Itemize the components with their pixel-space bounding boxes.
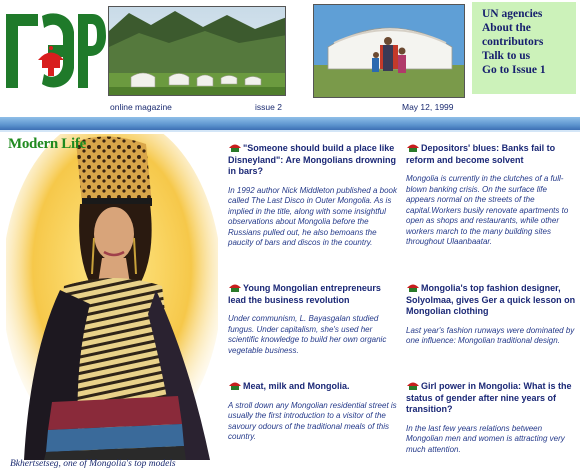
article-summary: In the last few years relations between Mongolian men and women is attracting very much attention. [406,423,565,454]
ger-bullet-icon [406,380,420,390]
nav-link-issue-1[interactable]: Go to Issue 1 [482,64,546,76]
fashion-model-photo[interactable] [6,134,218,460]
ger-bullet-icon [406,282,420,292]
section-title-modern-life: Modern Life [8,136,86,152]
nav-link-un-agencies[interactable]: UN agencies [482,8,543,20]
ger-logo[interactable] [2,2,106,94]
ger-family-photo [313,4,465,98]
article-headline-link[interactable]: "Someone should build a place like Disneyland": Are Mongolians drowning in bars? [228,143,396,176]
article-summary: A stroll down any Mongolian residential street is usually the first introduction to a visitor of the savoury odours of the traditional meals of this country. [228,400,397,441]
article-summary: Under communism, L. Bayasgalan studied fungus. Under capitalism, she's used her scientific knowledge to build her own organic vegetable business. [228,314,387,355]
issue-number-label: issue 2 [255,102,282,112]
article-headline-link[interactable]: Girl power in Mongolia: What is the status of gender after nine years of transition? [406,381,572,414]
article-summary: Mongolia is currently in the clutches of a full-blown banking crisis. On the surface life appears normal on the streets of the capital.Workers busily renovate apartments to open as shops and restaurants, while other workers march to the many building sites throughout Ulaanbaatar. [406,174,569,246]
ger-bullet-icon [228,380,242,390]
article-headline-link[interactable]: Mongolia's top fashion designer, Solyolmaa, gives Ger a quick lesson on Mongolian clothing [406,283,576,316]
article-entrepreneurs [228,282,400,356]
article-fashion [406,282,578,347]
nav-link-talk-to-us[interactable]: Talk to us [482,50,531,62]
yurt-camp-photo [108,6,286,96]
article-headline-link[interactable]: Meat, milk and Mongolia. [243,381,350,391]
ger-bullet-icon [228,282,242,292]
nav-link-contributors[interactable]: contributors [482,36,544,48]
photo-caption: Bkhertsetseg, one of Mongolia's top models [10,459,176,469]
top-navigation [472,2,576,94]
article-headline-link[interactable]: Depositors' blues: Banks fail to reform and become solvent [406,143,556,165]
magazine-type-label: online magazine [110,102,172,112]
article-summary: In 1992 author Nick Middleton published a book called The Last Disco in Outer Mongolia. As is implied in the title, along with some insightful observations about Mongolia before the Russians pulled out, he also bemoans the paucity of bars and discos in the country. [228,185,397,247]
article-banks [406,142,578,248]
ger-bullet-icon [228,142,242,152]
article-gender [406,380,578,455]
article-headline-link[interactable]: Young Mongolian entrepreneurs lead the business revolution [228,283,381,305]
article-summary: Last year's fashion runways were dominated by one influence: Mongolian traditional design. [406,325,575,345]
article-meat-milk [228,380,400,443]
ger-bullet-icon [406,142,420,152]
header-divider-line [0,130,580,132]
nav-link-about[interactable]: About the [482,22,531,34]
issue-date-label: May 12, 1999 [402,102,454,112]
header-divider-bar [0,117,580,130]
article-bars [228,142,400,249]
